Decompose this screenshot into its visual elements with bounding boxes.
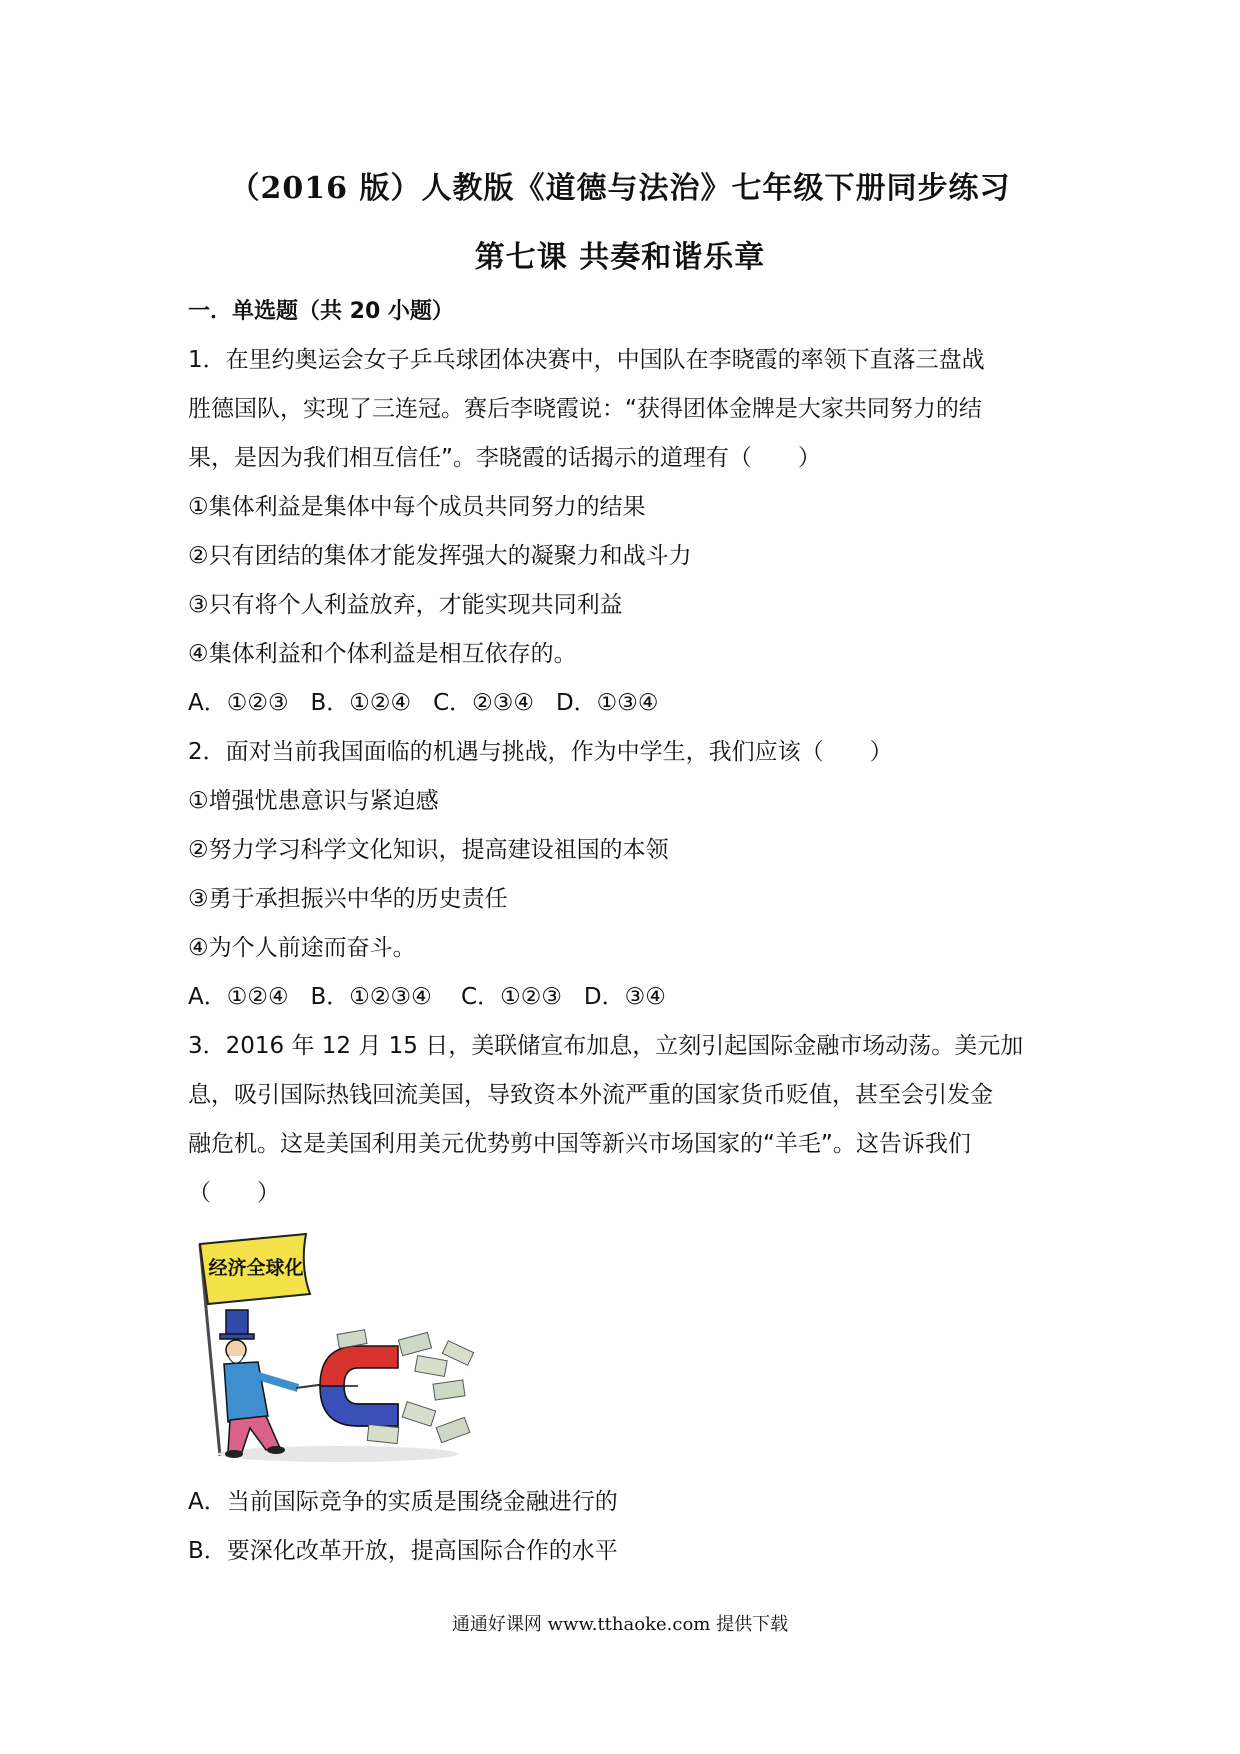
question-stem-line: 胜德国队，实现了三连冠。赛后李晓霞说：“获得团体金牌是大家共同努力的结 [188,396,982,422]
question-3 [188,1022,1058,1576]
blue-coat [224,1362,268,1422]
question-stem-line: 2．面对当前我国面临的机遇与挑战，作为中学生，我们应该（ ） [188,739,893,765]
statement-item: ④集体利益和个体利益是相互依存的。 [188,641,577,667]
statement-item: ②努力学习科学文化知识，提高建设祖国的本领 [188,837,669,863]
section-heading: 一．单选题（共 20 小题） [188,299,454,324]
answer-options: A．①②③ B．①②④ C．②③④ D．①③④ [188,690,659,716]
statement-item: ④为个人前途而奋斗。 [188,935,416,961]
shoe [225,1450,243,1458]
flag-label: 经济全球化 [208,1257,304,1279]
answer-option: A．当前国际竞争的实质是围绕金融进行的 [188,1489,618,1515]
statement-item: ①增强忧患意识与紧迫感 [188,788,439,814]
document-title: （2016 版）人教版《道德与法治》七年级下册同步练习 [229,171,1011,206]
answer-option: B．要深化改革开放，提高国际合作的水平 [188,1538,618,1564]
statement-item: ②只有团结的集体才能发挥强大的凝聚力和战斗力 [188,543,692,569]
top-hat [226,1310,248,1336]
question-1 [188,336,1058,728]
cartoon-illustration [188,1226,478,1466]
question-2 [188,728,1058,1022]
question-list [188,336,1058,1576]
shoe [267,1446,285,1454]
statement-item: ③勇于承担振兴中华的历史责任 [188,886,508,912]
question-stem-line: 1．在里约奥运会女子乒乓球团体决赛中，中国队在李晓霞的率领下直落三盘战 [188,347,985,373]
statement-item: ①集体利益是集体中每个成员共同努力的结果 [188,494,646,520]
question-stem-line: （ ） [188,1180,280,1206]
page-footer: 通通好课网 www.tthaoke.com 提供下载 [451,1614,789,1635]
magnet-blue [320,1386,398,1426]
answer-options: A．①②④ B．①②③④ C．①②③ D．③④ [188,984,666,1010]
arm [258,1376,298,1388]
question-stem-line: 3．2016 年 12 月 15 日，美联储宣布加息，立刻引起国际金融市场动荡。美元加 [188,1033,1024,1059]
question-stem-line: 果，是因为我们相互信任”。李晓霞的话揭示的道理有（ ） [188,445,821,471]
globalization-cartoon-image [188,1226,478,1466]
lesson-title: 第七课 共奏和谐乐章 [474,240,766,275]
ground-shadow [218,1446,458,1462]
hat-brim [220,1334,254,1339]
statement-item: ③只有将个人利益放弃，才能实现共同利益 [188,592,623,618]
question-stem-line: 融危机。这是美国利用美元优势剪中国等新兴市场国家的“羊毛”。这告诉我们 [188,1131,971,1157]
question-stem-line: 息，吸引国际热钱回流美国，导致资本外流严重的国家货币贬值，甚至会引发金 [188,1082,993,1108]
